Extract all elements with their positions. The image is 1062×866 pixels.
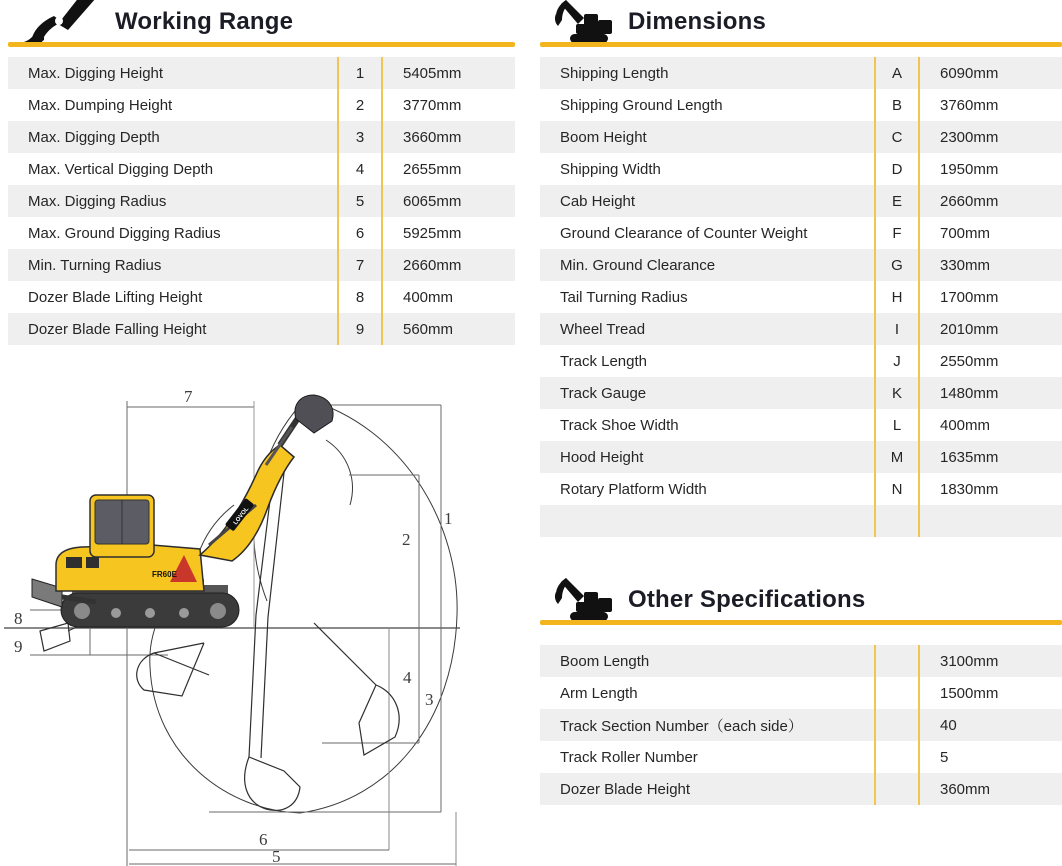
table-row (540, 709, 1062, 741)
dim-label-2: 2 (402, 530, 411, 549)
bucket (295, 395, 333, 433)
spec-value: 1950mm (940, 160, 999, 178)
dimensions-table (540, 57, 1062, 537)
spec-label: Track Gauge (560, 384, 647, 402)
spec-label: Max. Dumping Height (28, 96, 173, 114)
spec-label: Min. Turning Radius (28, 256, 162, 274)
spec-key: 1 (337, 57, 383, 89)
table-row (540, 409, 1062, 441)
table-row (540, 345, 1062, 377)
spec-key: 5 (337, 185, 383, 217)
spec-value: 2660mm (403, 256, 462, 274)
dimensions-header (540, 0, 1062, 48)
spec-key (874, 773, 920, 805)
spec-value: 1500mm (940, 684, 999, 702)
spec-value: 6090mm (940, 64, 999, 82)
spec-value: 3760mm (940, 96, 999, 114)
spec-value: 330mm (940, 256, 991, 274)
spec-label: Hood Height (560, 448, 644, 466)
model-text: FR60E (152, 570, 177, 579)
spec-key (874, 677, 920, 709)
working-range-diagram (4, 385, 464, 866)
spec-label: Dozer Blade Height (560, 780, 691, 798)
spec-key: L (874, 409, 920, 441)
dimensions-title: Dimensions (628, 8, 767, 35)
table-row (8, 281, 515, 313)
spec-label: Max. Ground Digging Radius (28, 224, 221, 242)
spec-label: Ground Clearance of Counter Weight (560, 224, 808, 242)
table-row (540, 773, 1062, 805)
spec-value (920, 505, 1062, 537)
dimensions-divider (540, 42, 1062, 47)
spec-value: 2010mm (940, 320, 999, 338)
dim-label-4: 4 (403, 668, 412, 687)
spec-value: 700mm (940, 224, 991, 242)
dim-label-8: 8 (14, 609, 23, 628)
table-row (540, 441, 1062, 473)
spec-key: G (874, 249, 920, 281)
spec-label: Track Section Number（each side） (560, 717, 803, 735)
spec-label: Cab Height (560, 192, 636, 210)
table-row (540, 473, 1062, 505)
spec-value: 560mm (403, 320, 454, 338)
spec-key: 4 (337, 153, 383, 185)
spec-key (874, 645, 920, 677)
spec-key: 6 (337, 217, 383, 249)
spec-key: 7 (337, 249, 383, 281)
spec-value: 6065mm (403, 192, 462, 210)
spec-value: 1480mm (940, 384, 999, 402)
dim-label-1: 1 (444, 509, 453, 528)
spec-key (874, 505, 920, 537)
table-row (8, 89, 515, 121)
table-row (8, 121, 515, 153)
dim-label-9: 9 (14, 637, 23, 656)
spec-value: 360mm (940, 780, 991, 798)
spec-value: 5925mm (403, 224, 462, 242)
spec-value: 2655mm (403, 160, 462, 178)
spec-key: D (874, 153, 920, 185)
table-row (540, 377, 1062, 409)
table-row (8, 185, 515, 217)
spec-label: Boom Length (560, 652, 650, 670)
table-row (540, 281, 1062, 313)
spec-value: 1635mm (940, 448, 999, 466)
spec-label: Track Shoe Width (560, 416, 679, 434)
spec-key: E (874, 185, 920, 217)
spec-value: 5 (940, 748, 949, 766)
other-specs-divider (540, 620, 1062, 625)
spec-label: Dozer Blade Lifting Height (28, 288, 203, 306)
spec-label: Max. Digging Depth (28, 128, 160, 146)
table-row (540, 57, 1062, 89)
spec-key: 3 (337, 121, 383, 153)
spec-label: Tail Turning Radius (560, 288, 688, 306)
spec-value: 3770mm (403, 96, 462, 114)
table-row (540, 217, 1062, 249)
spec-label: Track Roller Number (560, 748, 698, 766)
spec-value: 3660mm (403, 128, 462, 146)
spec-label: Shipping Ground Length (560, 96, 723, 114)
spec-label: Shipping Width (560, 160, 661, 178)
spec-label (540, 505, 874, 537)
table-row (8, 217, 515, 249)
spec-value: 1700mm (940, 288, 999, 306)
spec-key: I (874, 313, 920, 345)
spec-label: Wheel Tread (560, 320, 646, 338)
spec-label: Dozer Blade Falling Height (28, 320, 207, 338)
dim-label-7: 7 (184, 387, 193, 406)
table-row (8, 57, 515, 89)
excavator-illustration (32, 395, 333, 627)
other-specs-header (540, 578, 1062, 626)
spec-key: B (874, 89, 920, 121)
table-row (540, 677, 1062, 709)
table-row (8, 249, 515, 281)
spec-key: 9 (337, 313, 383, 345)
spec-value: 3100mm (940, 652, 999, 670)
excavator-icon (554, 576, 616, 622)
table-row (8, 153, 515, 185)
spec-label: Track Length (560, 352, 647, 370)
table-row (540, 505, 1062, 537)
spec-value: 2550mm (940, 352, 999, 370)
excavator-arm-icon (22, 0, 100, 46)
working-range-table (8, 57, 515, 345)
working-range-header (8, 0, 515, 48)
other-specs-table (540, 645, 1062, 805)
table-row (540, 249, 1062, 281)
table-row (540, 153, 1062, 185)
dimension-lines (4, 401, 460, 866)
spec-label: Max. Vertical Digging Depth (28, 160, 214, 178)
table-row (540, 645, 1062, 677)
working-range-title: Working Range (115, 8, 294, 35)
spec-value: 400mm (403, 288, 454, 306)
spec-value: 40 (940, 716, 957, 734)
table-row (540, 185, 1062, 217)
dim-label-6: 6 (259, 830, 268, 849)
spec-label: Shipping Length (560, 64, 669, 82)
spec-key: J (874, 345, 920, 377)
spec-key: N (874, 473, 920, 505)
spec-key: A (874, 57, 920, 89)
spec-value: 2660mm (940, 192, 999, 210)
spec-value: 5405mm (403, 64, 462, 82)
excavator-icon (554, 0, 616, 44)
spec-key: H (874, 281, 920, 313)
other-specs-title: Other Specifications (628, 586, 866, 613)
spec-value: 1830mm (940, 480, 999, 498)
spec-label: Arm Length (560, 684, 638, 702)
spec-value: 400mm (940, 416, 991, 434)
spec-key: K (874, 377, 920, 409)
spec-key: 2 (337, 89, 383, 121)
table-row (540, 741, 1062, 773)
table-row (540, 89, 1062, 121)
spec-label: Min. Ground Clearance (560, 256, 716, 274)
spec-label: Boom Height (560, 128, 647, 146)
working-range-divider (8, 42, 515, 47)
spec-key: M (874, 441, 920, 473)
dim-label-5: 5 (272, 847, 281, 866)
dim-label-3: 3 (425, 690, 434, 709)
table-row (540, 313, 1062, 345)
spec-key: F (874, 217, 920, 249)
table-row (540, 121, 1062, 153)
brand-text: LOVOL (232, 506, 251, 527)
spec-key (874, 709, 920, 741)
spec-key: C (874, 121, 920, 153)
spec-label: Max. Digging Height (28, 64, 164, 82)
spec-key: 8 (337, 281, 383, 313)
table-row (8, 313, 515, 345)
spec-label: Rotary Platform Width (560, 480, 707, 498)
spec-key (874, 741, 920, 773)
spec-value: 2300mm (940, 128, 999, 146)
spec-label: Max. Digging Radius (28, 192, 167, 210)
